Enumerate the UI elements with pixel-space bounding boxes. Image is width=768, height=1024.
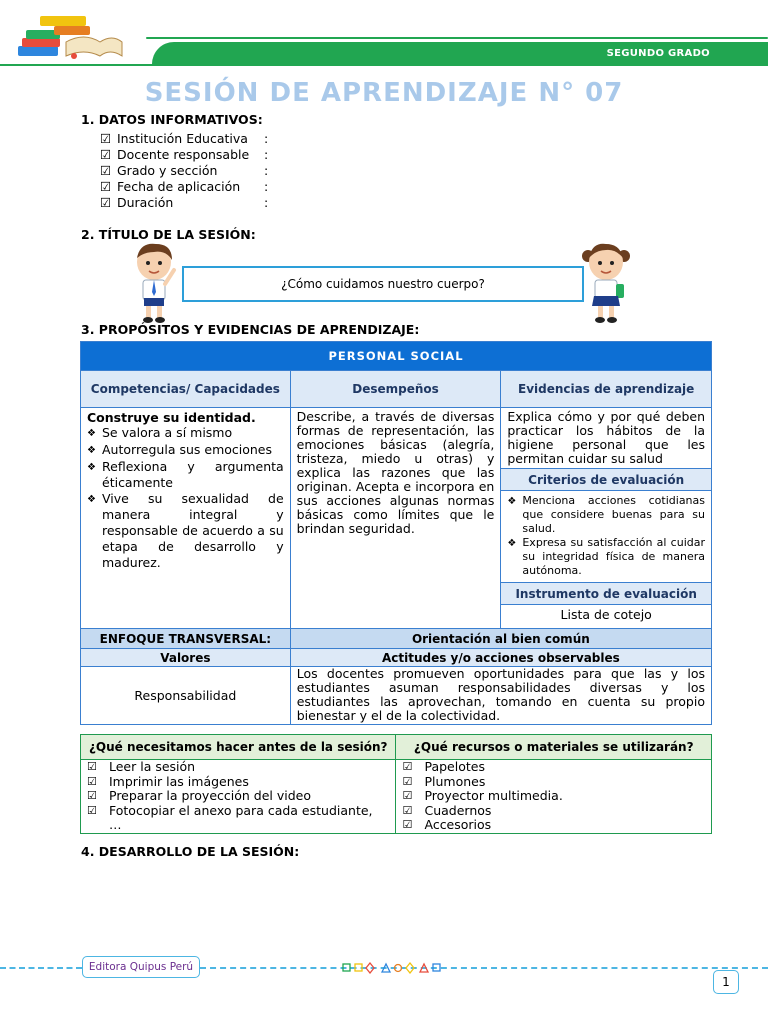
bullet-icon: ❖ xyxy=(87,445,96,456)
capacidades-list xyxy=(87,425,284,571)
datos-item xyxy=(100,131,268,147)
antes-item xyxy=(87,818,389,833)
editorial-badge xyxy=(82,956,200,978)
datos-item xyxy=(100,163,268,179)
col-evidencias: Evidencias de aprendizaje xyxy=(501,371,712,408)
enfoque-label: ENFOQUE TRANSVERSAL: xyxy=(81,629,291,649)
checkbox-icon: ☑ xyxy=(87,789,97,802)
capacidad-item xyxy=(87,459,284,491)
page-title: SESIÓN DE APRENDIZAJE N° 07 xyxy=(144,78,624,108)
recurso-item-text: Cuadernos xyxy=(424,802,492,818)
evidencia-text: Explica cómo y por qué deben practicar los hábitos de la higiene personal que les permitan cuidar su salud xyxy=(507,409,705,466)
recurso-item xyxy=(402,760,705,775)
recurso-item xyxy=(402,804,705,819)
antes-header: ¿Qué necesitamos hacer antes de la sesión? xyxy=(81,735,396,760)
checkbox-icon: ☑ xyxy=(100,195,112,210)
girl-illustration-icon xyxy=(580,240,632,324)
checkbox-icon: ☑ xyxy=(100,147,112,162)
datos-list xyxy=(100,131,268,211)
checkbox-icon: ☑ xyxy=(100,179,112,194)
desempeno-cell xyxy=(290,408,501,629)
datos-item-sep: : xyxy=(264,147,269,162)
bullet-icon: ❖ xyxy=(87,462,96,473)
section-heading-desarrollo: 4. DESARROLLO DE LA SESIÓN: xyxy=(81,844,300,859)
checkbox-icon: ☑ xyxy=(87,774,97,788)
editorial-name: Editora Quipus Perú xyxy=(88,961,194,973)
checkbox-icon: ☑ xyxy=(100,163,112,178)
actitud-text: Los docentes promueven oportunidades para que las y los estudiantes asuman responsabilidades diversas y los estudiantes las aprovechan, tomando en cuenta su propio bienestar y el de la colectividad. xyxy=(296,666,705,723)
footer-line-left xyxy=(0,967,82,969)
capacidad-item xyxy=(87,491,284,571)
criterio-item-text: Menciona acciones cotidianas que considere buenas para su salud. xyxy=(522,494,705,535)
recurso-item-text: Proyector multimedia. xyxy=(424,788,563,803)
section-heading-datos: 1. DATOS INFORMATIVOS: xyxy=(81,112,263,127)
page-number-text: 1 xyxy=(722,975,730,989)
bullet-icon: ❖ xyxy=(507,538,517,549)
antes-item xyxy=(87,804,389,819)
recurso-item-text: Accesorios xyxy=(424,817,492,832)
datos-item-label: Fecha de aplicación xyxy=(117,179,241,194)
checkbox-icon xyxy=(87,818,109,833)
datos-item-label: Institución Educativa xyxy=(117,131,248,146)
antes-cell xyxy=(81,760,396,834)
checkbox-icon: ☑ xyxy=(402,818,413,831)
header-bar xyxy=(152,42,768,66)
datos-item-sep: : xyxy=(264,131,269,146)
capacidad-item-text: Reflexiona y argumenta éticamente xyxy=(102,459,284,490)
datos-item-label: Grado y sección xyxy=(117,163,218,178)
criterios-header: Criterios de evaluación xyxy=(501,469,712,491)
capacidad-item xyxy=(87,442,284,459)
page-number xyxy=(713,970,739,994)
antes-item-text: Preparar la proyección del video xyxy=(109,788,311,803)
datos-item-label: Docente responsable xyxy=(117,147,250,162)
datos-item xyxy=(100,179,268,195)
datos-item-sep: : xyxy=(264,179,269,194)
antes-item-text: … xyxy=(109,817,122,832)
datos-item-sep: : xyxy=(264,195,269,210)
enfoque-name: Orientación al bien común xyxy=(290,629,711,649)
books-icon xyxy=(14,12,124,64)
recurso-item-text: Plumones xyxy=(424,773,486,789)
enfoque-table xyxy=(80,628,712,725)
datos-item-sep: : xyxy=(264,163,269,178)
propositos-table xyxy=(80,341,712,629)
checkbox-icon: ☑ xyxy=(87,803,97,817)
session-title: ¿Cómo cuidamos nuestro cuerpo? xyxy=(281,277,485,291)
antes-item-text: Leer la sesión xyxy=(109,759,196,774)
recursos-cell xyxy=(396,760,712,834)
bullet-icon: ❖ xyxy=(87,428,96,439)
competencias-cell xyxy=(81,408,291,629)
competencia-name: Construye su identidad. xyxy=(87,410,256,425)
valores-header: Valores xyxy=(81,649,291,667)
recurso-item-text: Papelotes xyxy=(424,759,485,774)
checkbox-icon: ☑ xyxy=(100,131,112,146)
criterio-item xyxy=(507,536,705,578)
antes-item-text: Fotocopiar el anexo para cada estudiante, xyxy=(109,802,373,818)
preparacion-table xyxy=(80,734,712,834)
criterio-item-text: Expresa su satisfacción al cuidar su integridad física de manera autónoma. xyxy=(522,536,705,577)
evidencia-cell xyxy=(501,408,712,469)
checkbox-icon: ☑ xyxy=(402,760,413,773)
instrumento-header: Instrumento de evaluación xyxy=(501,583,712,605)
checkbox-icon: ☑ xyxy=(402,774,413,788)
col-desempenos: Desempeños xyxy=(290,371,501,408)
recursos-header: ¿Qué recursos o materiales se utilizarán? xyxy=(396,735,712,760)
criterio-item xyxy=(507,494,705,536)
grade-label: SEGUNDO GRADO xyxy=(606,48,710,59)
capacidad-item-text: Autorregula sus emociones xyxy=(102,442,273,457)
recurso-item xyxy=(402,818,705,833)
valor-cell: Responsabilidad xyxy=(81,667,291,725)
section-heading-titulo: 2. TÍTULO DE LA SESIÓN: xyxy=(81,227,256,242)
capacidad-item-text: Se valora a sí mismo xyxy=(102,425,233,440)
datos-item xyxy=(100,147,268,163)
recurso-item xyxy=(402,789,705,804)
session-title-box xyxy=(182,266,584,302)
bullet-icon: ❖ xyxy=(87,494,96,505)
capacidad-item xyxy=(87,425,284,442)
bullet-icon: ❖ xyxy=(507,496,517,507)
antes-item xyxy=(87,789,389,804)
datos-item xyxy=(100,195,268,211)
criterios-cell xyxy=(501,491,712,583)
actitud-cell xyxy=(290,667,711,725)
actitudes-header: Actitudes y/o acciones observables xyxy=(290,649,711,667)
col-competencias: Competencias/ Capacidades xyxy=(81,371,291,408)
checkbox-icon: ☑ xyxy=(402,803,413,817)
recurso-item xyxy=(402,775,705,790)
decorative-shapes-icon xyxy=(342,962,442,974)
antes-item-text: Imprimir las imágenes xyxy=(109,773,249,789)
footer-line-right xyxy=(200,967,768,969)
checkbox-icon: ☑ xyxy=(402,789,413,802)
checkbox-icon: ☑ xyxy=(87,760,97,773)
desempeno-text: Describe, a través de diversas formas de representación, las emociones básicas (alegría, tristeza, miedo u otras) y explica las razones que las originan. Acepta e incorpora en sus acciones algunas normas básicas como límites que le brindan seguridad. xyxy=(296,409,495,536)
instrumento-value: Lista de cotejo xyxy=(501,605,712,629)
capacidad-item-text: Vive su sexualidad de manera integral y responsable de acuerdo a su etapa de desarrollo y madurez. xyxy=(102,491,284,570)
boy-illustration-icon xyxy=(130,240,180,324)
antes-item xyxy=(87,775,389,790)
criterios-list xyxy=(507,494,705,578)
section-heading-propositos: 3. PROPÓSITOS Y EVIDENCIAS DE APRENDIZAJE: xyxy=(81,322,420,337)
antes-item xyxy=(87,760,389,775)
datos-item-label: Duración xyxy=(117,195,174,210)
area-header: PERSONAL SOCIAL xyxy=(81,342,712,371)
